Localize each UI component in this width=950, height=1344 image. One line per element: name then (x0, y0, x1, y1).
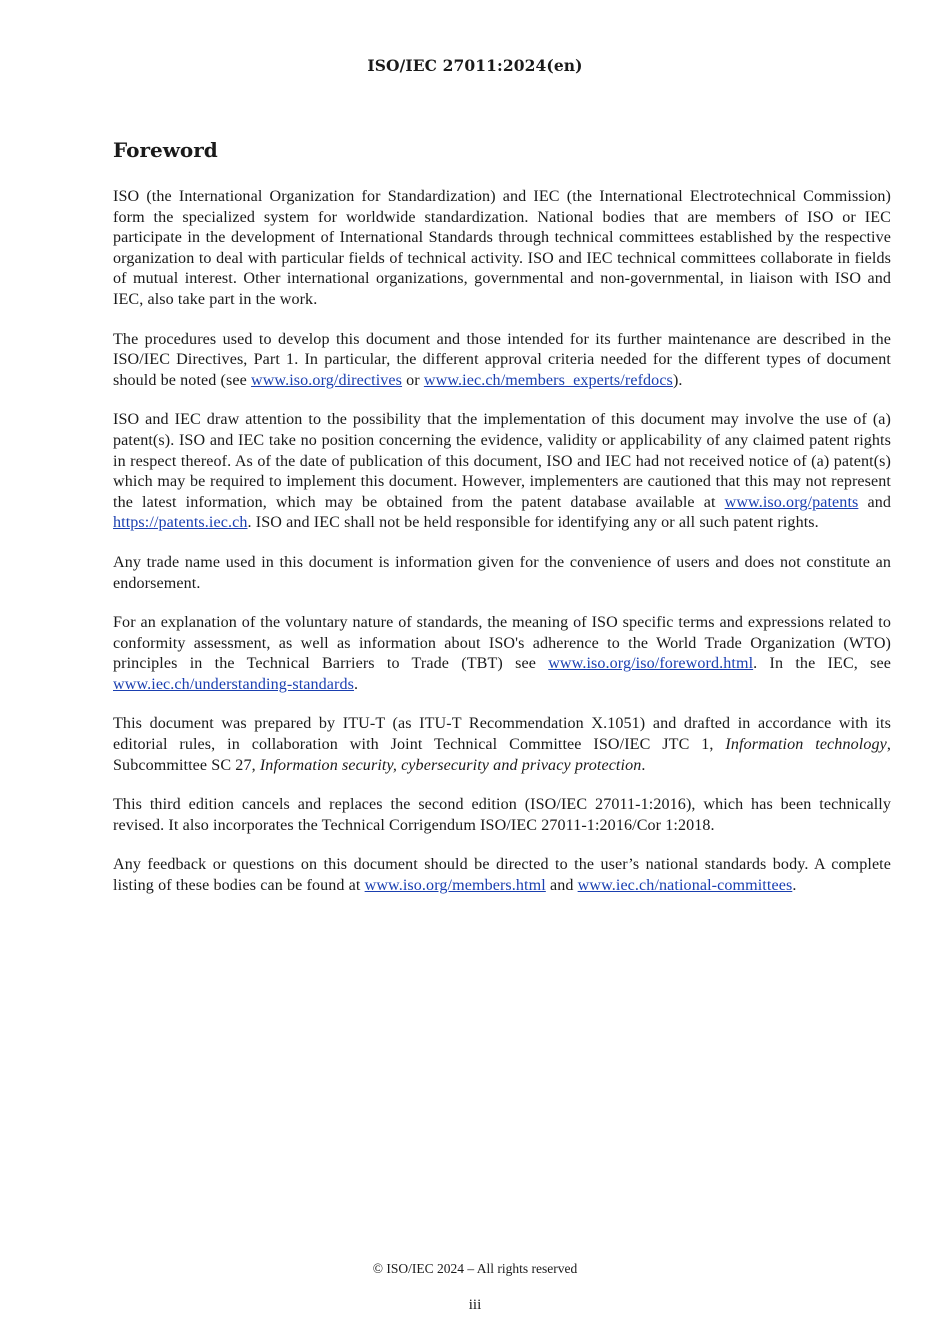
iso-foreword-link[interactable]: www.iso.org/iso/foreword.html (548, 655, 754, 673)
iso-members-link[interactable]: www.iso.org/members.html (364, 877, 546, 895)
iso-patents-link[interactable]: www.iso.org/patents (724, 493, 859, 511)
page-number: iii (468, 1297, 482, 1313)
copyright-footer: © ISO/IEC 2024 – All rights reserved (372, 1261, 578, 1276)
iec-patents-link[interactable]: https://patents.iec.ch (113, 514, 248, 532)
iec-national-committees-link[interactable]: www.iec.ch/national-committees (577, 877, 793, 895)
document-header: ISO/IEC 27011:2024(en) (367, 56, 583, 75)
foreword-body (113, 187, 891, 916)
paragraph-1: ISO (the International Organization for Standardization) and IEC (the International Electrotechnical Commission) form the specialized system for worldwide standardization. National bodies that are members of ISO or IEC participate in the development of International Standards through technical committees established by the respective organization to deal with particular fields of technical activity. ISO and IEC technical committees collaborate in fields of mutual interest. Other international organizations, governmental and non-governmental, in liaison with ISO and IEC, also take part in the work. (113, 188, 891, 308)
paragraph-6: This document was prepared by ITU-T (as ITU-T Recommendation X.1051) and drafted in accordance with its editorial rules, in collaboration with Joint Technical Committee ISO/IEC JTC 1, Information technology, Subcommittee SC 27, Information security, cybersecurity and privacy protection. (113, 715, 891, 774)
paragraph-7: This third edition cancels and replaces the second edition (ISO/IEC 27011-1:2016), which has been technically revised. It also incorporates the Technical Corrigendum ISO/IEC 27011-1:2016/Cor 1:2018. (113, 796, 891, 834)
page-title: Foreword (113, 138, 218, 162)
paragraph-5: For an explanation of the voluntary nature of standards, the meaning of ISO specific terms and expressions related to conformity assessment, as well as information about ISO's adherence to the World Trade Organization (WTO) principles in the Technical Barriers to Trade (TBT) see www.iso.org/iso/foreword.html. In the IEC, see www.iec.ch/understanding-standards. (113, 614, 891, 693)
paragraph-8: Any feedback or questions on this document should be directed to the user’s national standards body. A complete listing of these bodies can be found at www.iso.org/members.html and www.iec.ch/national-committees. (113, 856, 891, 895)
paragraph-2: The procedures used to develop this document and those intended for its further maintenance are described in the ISO/IEC Directives, Part 1. In particular, the different approval criteria needed for the different types of document should be noted (see www.iso.org/directives or www.iec.ch/members_experts/refdocs). (113, 330, 891, 389)
directives-link[interactable]: www.iso.org/directives (250, 371, 403, 389)
paragraph-3: ISO and IEC draw attention to the possibility that the implementation of this document may involve the use of (a) patent(s). ISO and IEC take no position concerning the evidence, validity or applicability of any claimed patent rights in respect thereof. As of the date of publication of this document, ISO and IEC had not received notice of (a) patent(s) which may be required to implement this document. However, implementers are cautioned that this may not represent the latest information, which may be obtained from the patent database available at www.iso.org/patents and https://patents.iec.ch. ISO and IEC shall not be held responsible for identifying any or all such patent rights. (113, 411, 891, 532)
refdocs-link[interactable]: www.iec.ch/members_experts/refdocs (423, 371, 673, 389)
iec-understanding-standards-link[interactable]: www.iec.ch/understanding-standards (113, 675, 355, 693)
paragraph-4: Any trade name used in this document is information given for the convenience of users and does not constitute an endorsement. (113, 553, 891, 592)
